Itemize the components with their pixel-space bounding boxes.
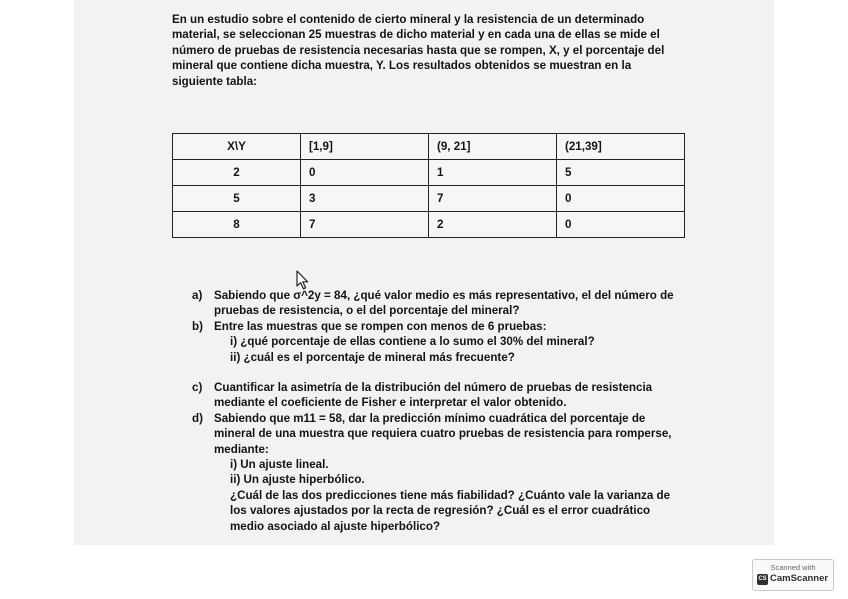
table-header-cell: X\Y	[173, 134, 301, 160]
question-a	[192, 288, 712, 319]
question-c	[192, 380, 712, 411]
question-d	[192, 411, 712, 534]
question-label: d)	[192, 411, 203, 425]
sub-question-list	[214, 334, 712, 365]
table-row	[173, 186, 685, 212]
question-label: a)	[192, 289, 203, 302]
table-header-cell: (21,39]	[557, 134, 685, 160]
table-cell: 1	[429, 160, 557, 186]
table-row-header: 2	[173, 160, 301, 186]
question-text: Sabiendo que m11 = 58, dar la predicción mínimo cuadrática del porcentaje de	[214, 411, 646, 425]
intro-line: mineral que contiene dicha muestra, Y. Los resultados obtenidos se muestran en la	[172, 59, 632, 73]
watermark-brand: CamScanner	[770, 573, 829, 584]
table-header-cell: (9, 21]	[429, 134, 557, 160]
sub-question: ii) Un ajuste hiperbólico.	[230, 473, 365, 487]
sub-question-list	[214, 457, 712, 534]
sub-question: ¿Cuál de las dos predicciones tiene más fiabilidad? ¿Cuánto vale la varianza de	[230, 488, 671, 502]
question-text: mediante:	[214, 442, 269, 456]
sub-question: i) Un ajuste lineal.	[230, 458, 329, 472]
scanned-page	[74, 0, 774, 545]
camscanner-logo-icon: CS	[757, 574, 768, 585]
intro-line: material, se seleccionan 25 muestras de dicho material y en cada una de ellas se mide el	[172, 28, 660, 42]
question-b	[192, 319, 712, 365]
table-row-header: 8	[173, 212, 301, 238]
table-cell: 7	[429, 186, 557, 212]
sub-question: medio asociado al ajuste hiperbólico?	[230, 519, 441, 533]
table-cell: 0	[557, 186, 685, 212]
table-row	[173, 212, 685, 238]
table-cell: 0	[301, 160, 429, 186]
question-label: b)	[192, 319, 203, 333]
sub-question: los valores ajustados por la recta de regresión? ¿Cuál es el error cuadrático	[230, 504, 651, 518]
question-text: mineral de una muestra que requiera cuatro pruebas de resistencia para romperse,	[214, 427, 672, 441]
question-text: Cuantificar la asimetría de la distribución del número de pruebas de resistencia	[214, 381, 653, 395]
table-cell: 2	[429, 212, 557, 238]
table-cell: 3	[301, 186, 429, 212]
data-table	[172, 133, 685, 238]
question-text: mediante el coeficiente de Fisher e interpretar el valor obtenido.	[214, 396, 567, 410]
mouse-cursor-icon	[296, 270, 310, 290]
sub-question: i) ¿qué porcentaje de ellas contiene a lo sumo el 30% del mineral?	[230, 335, 595, 349]
table-row-header: 5	[173, 186, 301, 212]
intro-paragraph	[172, 12, 712, 89]
watermark-caption: Scanned with	[770, 563, 816, 572]
question-text: Entre las muestras que se rompen con menos de 6 pruebas:	[214, 319, 547, 333]
table-header-cell: [1,9]	[301, 134, 429, 160]
table-cell: 0	[557, 212, 685, 238]
table-cell: 7	[301, 212, 429, 238]
intro-line: número de pruebas de resistencia necesarias hasta que se rompen, X, y el porcentaje del	[172, 43, 665, 57]
questions-list	[192, 288, 712, 534]
sub-question: ii) ¿cuál es el porcentaje de mineral más frecuente?	[230, 350, 515, 364]
question-text: pruebas de resistencia, o el del porcentaje del mineral?	[214, 304, 520, 318]
question-text: Sabiendo que σ^2y = 84, ¿qué valor medio es más representativo, el del número de	[214, 289, 674, 302]
intro-line: En un estudio sobre el contenido de cierto mineral y la resistencia de un determinado	[172, 13, 645, 26]
intro-line: siguiente tabla:	[172, 74, 258, 88]
table-cell: 5	[557, 160, 685, 186]
question-label: c)	[192, 381, 203, 395]
table-row	[173, 160, 685, 186]
table-header-row	[173, 134, 685, 160]
camscanner-watermark	[752, 559, 834, 591]
